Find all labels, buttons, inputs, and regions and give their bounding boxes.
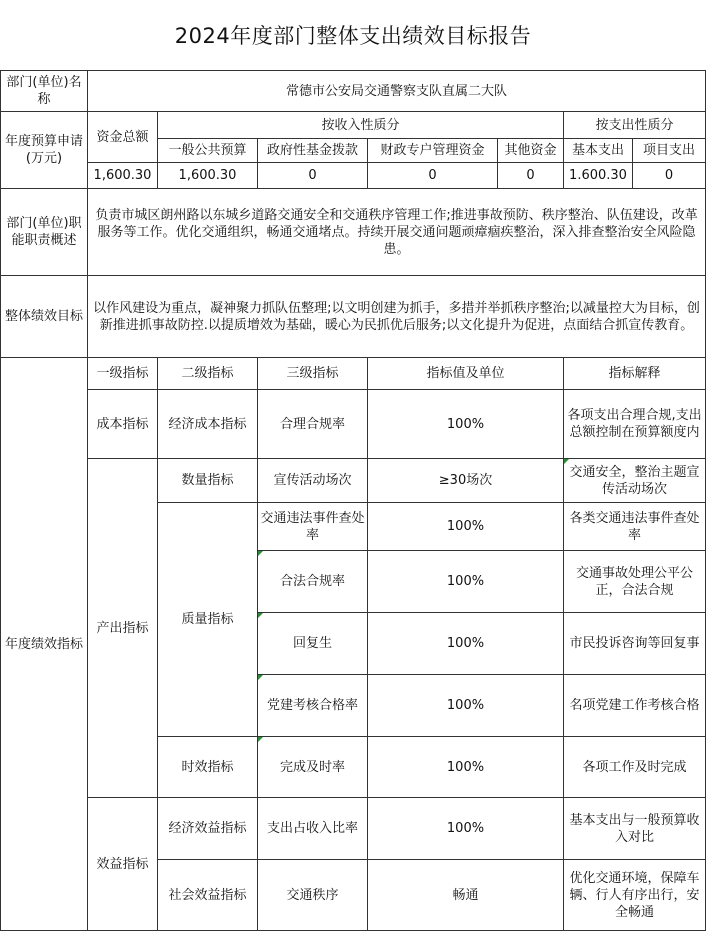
project-expense-label: 项目支出 (633, 139, 706, 163)
econ-cost-indicator: 经济成本指标 (158, 390, 258, 459)
level2-header: 二级指标 (158, 358, 258, 390)
indicator-explanation: 基本支出与一般预算收入对比 (564, 798, 706, 860)
indicator-value: 畅通 (368, 860, 564, 931)
fund-total-label: 资金总额 (88, 112, 158, 163)
level3-cell: 交通违法事件查处率 (258, 503, 368, 551)
perf-label: 年度绩效指标 (1, 358, 88, 931)
econ-benefit-indicator: 经济效益指标 (158, 798, 258, 860)
indicator-value: ≥30场次 (368, 459, 564, 503)
quality-indicator: 质量指标 (158, 503, 258, 737)
level3-cell: 交通秩序 (258, 860, 368, 931)
benefit-indicator: 效益指标 (88, 798, 158, 931)
gov-fund-label: 政府性基金拨款 (258, 139, 368, 163)
project-expense-value: 0 (633, 163, 706, 189)
indicator-explanation: 各项工作及时完成 (564, 737, 706, 798)
dept-name-value: 常德市公安局交通警察支队直属二大队 (88, 71, 706, 112)
level3-header: 三级指标 (258, 358, 368, 390)
special-account-value: 0 (368, 163, 498, 189)
explanation-header: 指标解释 (564, 358, 706, 390)
indicator-explanation: 交通事故处理公平公正，合法合规 (564, 551, 706, 613)
basic-expense-value: 1.600.30 (564, 163, 633, 189)
indicator-value: 100% (368, 798, 564, 860)
level3-cell: 合理合规率 (258, 390, 368, 459)
basic-expense-label: 基本支出 (564, 139, 633, 163)
dept-name-label: 部门(单位)名称 (1, 71, 88, 112)
level3-cell: 合法合规率 (258, 551, 368, 613)
by-income-header: 按收入性质分 (158, 112, 564, 139)
cost-indicator: 成本指标 (88, 390, 158, 459)
general-budget-value: 1,600.30 (158, 163, 258, 189)
level3-cell: 支出占收入比率 (258, 798, 368, 860)
other-fund-value: 0 (498, 163, 564, 189)
indicator-value: 100% (368, 613, 564, 675)
fund-total-value: 1,600.30 (88, 163, 158, 189)
indicator-explanation: 交通安全，整治主题宣传活动场次 (564, 459, 706, 503)
timeliness-indicator: 时效指标 (158, 737, 258, 798)
general-budget-label: 一般公共预算 (158, 139, 258, 163)
quantity-indicator: 数量指标 (158, 459, 258, 503)
report-title: 2024年度部门整体支出绩效目标报告 (174, 24, 532, 48)
social-benefit-indicator: 社会效益指标 (158, 860, 258, 931)
indicator-value: 100% (368, 675, 564, 737)
indicator-explanation: 各项支出合理合规,支出总额控制在预算额度内 (564, 390, 706, 459)
indicator-explanation: 名项党建工作考核合格 (564, 675, 706, 737)
indicator-value: 100% (368, 737, 564, 798)
level3-cell: 宣传活动场次 (258, 459, 368, 503)
level3-cell: 完成及时率 (258, 737, 368, 798)
duty-label: 部门(单位)职能职责概述 (1, 189, 88, 276)
goal-label: 整体绩效目标 (1, 276, 88, 358)
gov-fund-value: 0 (258, 163, 368, 189)
level3-cell: 回复生 (258, 613, 368, 675)
indicator-value: 100% (368, 503, 564, 551)
output-indicator: 产出指标 (88, 459, 158, 798)
special-account-label: 财政专户管理资金 (368, 139, 498, 163)
indicator-explanation: 各类交通违法事件查处率 (564, 503, 706, 551)
level1-header: 一级指标 (88, 358, 158, 390)
other-fund-label: 其他资金 (498, 139, 564, 163)
duty-text: 负责市城区朗州路以东城乡道路交通安全和交通秩序管理工作;推进事故预防、秩序整治、队伍建设，改革服务等工作。优化交通组织，畅通交通堵点。持续开展交通问题顽瘴痼疾整治，深入排查整治安全风险隐患。 (88, 189, 706, 276)
indicator-value: 100% (368, 390, 564, 459)
goal-text: 以作风建设为重点，凝神聚力抓队伍整理;以文明创建为抓手，多措并举抓秩序整治;以减量控大为目标，创新推进抓事故防控.以提质增效为基础，暖心为民抓优后服务;以文化提升为促进，点面结合抓宣传教育。 (88, 276, 706, 358)
indicator-explanation: 优化交通环境，保障车辆、行人有序出行，安全畅通 (564, 860, 706, 931)
indicator-explanation: 市民投诉咨询等回复事 (564, 613, 706, 675)
value-header: 指标值及单位 (368, 358, 564, 390)
by-expense-header: 按支出性质分 (564, 112, 706, 139)
indicator-value: 100% (368, 551, 564, 613)
performance-table (0, 70, 706, 931)
level3-cell: 党建考核合格率 (258, 675, 368, 737)
budget-label: 年度预算申请(万元) (1, 112, 88, 189)
